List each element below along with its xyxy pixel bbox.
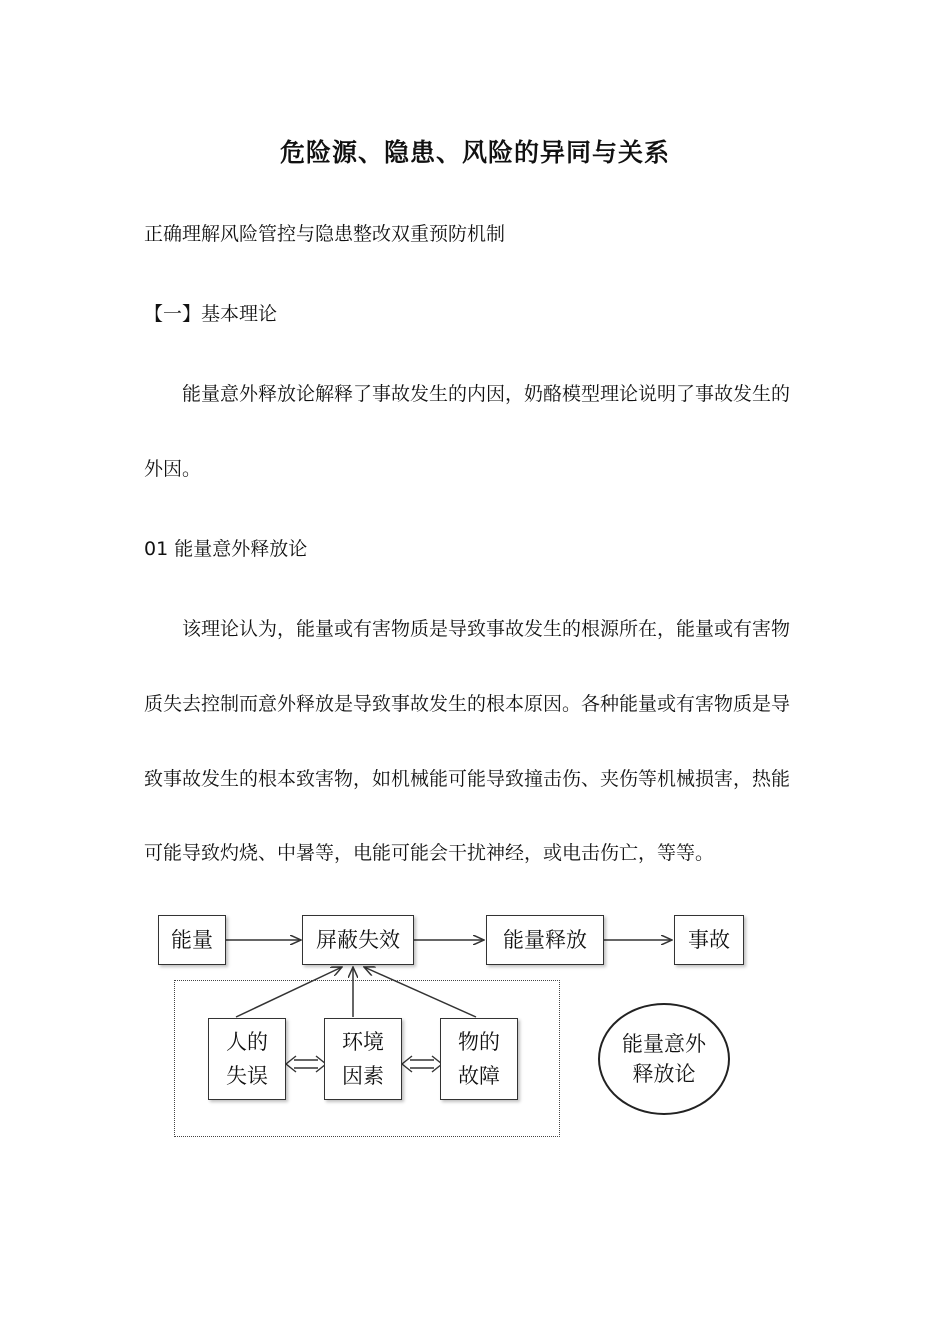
node-energy (158, 915, 226, 965)
node-energy-label: 能量 (171, 928, 213, 952)
node-env-line2: 因素 (342, 1064, 384, 1088)
subsection-heading: 01 能量意外释放论 (144, 538, 308, 560)
paragraph-line: 质失去控制而意外释放是导致事故发生的根本原因。各种能量或有害物质是导 (144, 693, 791, 715)
subtitle-line: 正确理解风险管控与隐患整改双重预防机制 (144, 223, 506, 245)
node-object-line1: 物的 (458, 1030, 500, 1054)
node-environment (324, 1018, 402, 1100)
node-human-error (208, 1018, 286, 1100)
document-title: 危险源、隐患、风险的异同与关系 (279, 138, 670, 167)
double-arrow-human-env (286, 1056, 326, 1072)
node-shield-failure (302, 915, 414, 965)
node-object-line2: 故障 (458, 1064, 500, 1088)
paragraph-line: 该理论认为，能量或有害物质是导致事故发生的根源所在，能量或有害物 (182, 618, 791, 640)
theory-circle-line1: 能量意外 (622, 1032, 706, 1056)
paragraph-line: 外因。 (144, 458, 202, 480)
paragraph-line: 能量意外释放论解释了事故发生的内因，奶酪模型理论说明了事故发生的 (182, 383, 791, 405)
theory-circle-line2: 释放论 (632, 1062, 696, 1086)
arrow-object-to-shield (364, 967, 476, 1017)
node-shield-failure-label: 屏蔽失效 (316, 928, 400, 952)
node-object-failure (440, 1018, 518, 1100)
node-human-line2: 失误 (226, 1064, 268, 1088)
node-env-line1: 环境 (342, 1030, 384, 1054)
node-energy-release (486, 915, 604, 965)
theory-circle (598, 1003, 730, 1115)
node-human-line1: 人的 (226, 1030, 268, 1054)
energy-release-diagram (146, 905, 766, 1155)
arrow-human-to-shield (236, 967, 342, 1017)
node-energy-release-label: 能量释放 (503, 928, 587, 952)
paragraph-line: 致事故发生的根本致害物，如机械能可能导致撞击伤、夹伤等机械损害，热能 (144, 768, 791, 790)
node-accident (674, 915, 744, 965)
node-accident-label: 事故 (688, 928, 730, 952)
paragraph-line: 可能导致灼烧、中暑等，电能可能会干扰神经，或电击伤亡，等等。 (144, 842, 715, 864)
double-arrow-env-object (402, 1056, 442, 1072)
section-heading: 【一】基本理论 (144, 303, 278, 325)
